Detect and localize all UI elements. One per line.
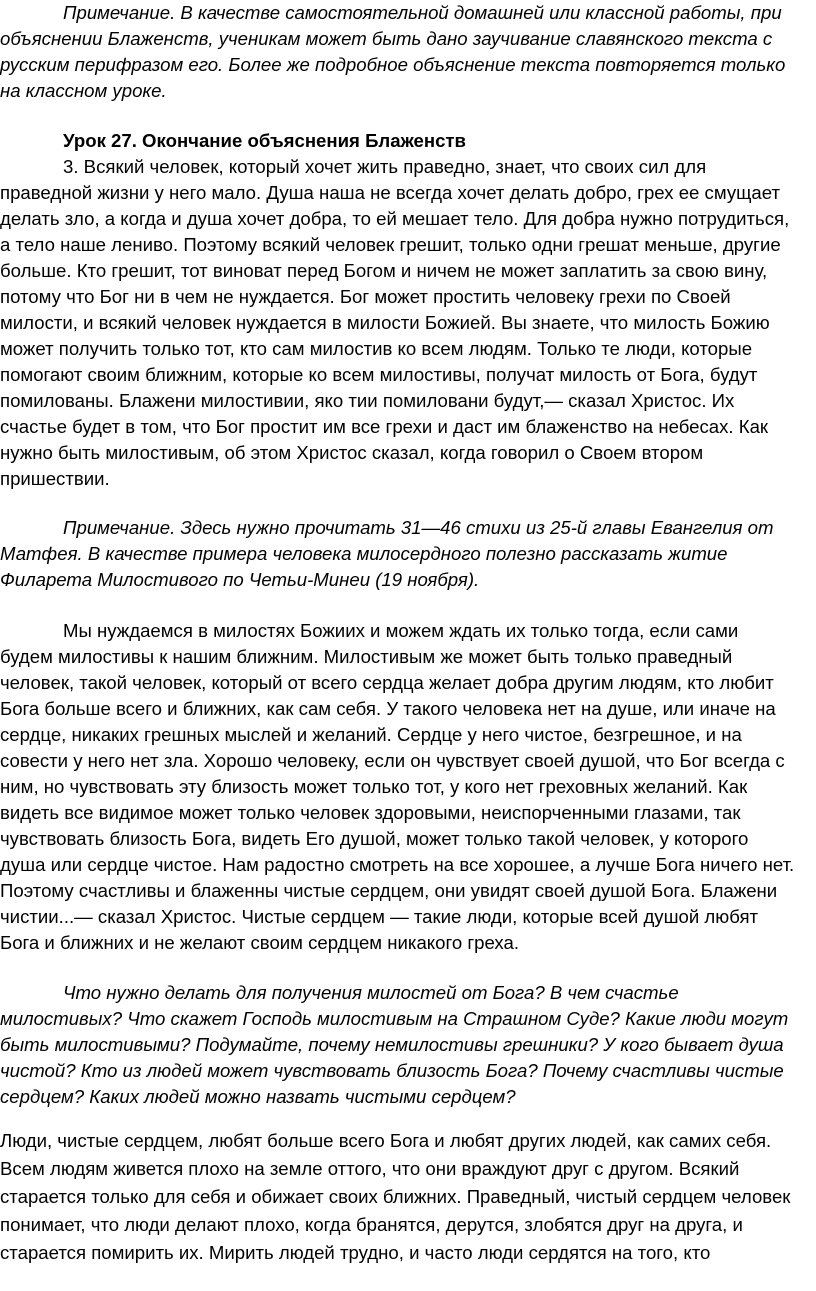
text-line: объяснении Блаженств, ученикам может быть дано заучивание славянского текста с	[0, 28, 773, 49]
text-line: видеть все видимое может только человек здоровыми, неиспорченными глазами, так	[0, 802, 741, 823]
text-line: сердце, никаких грешных мыслей и желаний. Сердце у него чистое, безгрешное, и на	[0, 724, 742, 745]
text-line: чистой? Кто из людей может чувствовать близость Бога? Почему счастливы чистые	[0, 1060, 784, 1081]
text-line: на классном уроке.	[0, 80, 167, 101]
text-line: старается только для себя и обижает своих ближних. Праведный, чистый сердцем человек	[0, 1186, 791, 1207]
text-line: потому что Бог ни в чем не нуждается. Бог может простить человеку грехи по Своей	[0, 286, 731, 307]
text-line: а тело наше лениво. Поэтому всякий человек грешит, только одни грешат меньше, другие	[0, 234, 781, 255]
text-line: Бога больше всего и ближних, как сам себя. У такого человека нет на душе, или иначе на	[0, 698, 776, 719]
text-line: русским перифразом его. Более же подробное объяснение текста повторяется только	[0, 54, 786, 75]
text-line: нужно быть милостивым, об этом Христос сказал, когда говорил о Своем втором	[0, 442, 704, 463]
text-line: Примечание. В качестве самостоятельной домашней или классной работы, при	[63, 2, 782, 23]
text-line: Бога и ближних и не желают своим сердцем никакого греха.	[0, 932, 520, 953]
text-line: Что нужно делать для получения милостей от Бога? В чем счастье	[63, 982, 679, 1003]
text-line: быть милостивыми? Подумайте, почему немилостивы грешники? У кого бывает душа	[0, 1034, 784, 1055]
text-line: душа или сердце чистое. Нам радостно смотреть на все хорошее, а лучше Бога ничего нет.	[0, 854, 795, 875]
text-line: праведной жизни у него мало. Душа наша не всегда хочет делать добро, грех ее смущает	[0, 182, 781, 203]
text-line: помогают своим ближним, которые ко всем милостивы, получат милость от Бога, будут	[0, 364, 758, 385]
text-line: 3. Всякий человек, который хочет жить праведно, знает, что своих сил для	[63, 156, 707, 177]
text-line: Мы нуждаемся в милостях Божиих и можем ждать их только тогда, если сами	[63, 620, 739, 641]
text-line: чувствовать близость Бога, видеть Его душой, может только такой человек, у которого	[0, 828, 749, 849]
text-line: Люди, чистые сердцем, любят больше всего Бога и любят других людей, как самих себя.	[0, 1130, 772, 1151]
text-line: милостивых? Что скажет Господь милостивым на Страшном Суде? Какие люди могут	[0, 1008, 789, 1029]
text-line: совести у него нет зла. Хорошо человеку, если он чувствует своей душой, что Бог всегда с	[0, 750, 785, 771]
text-line: делать зло, а когда и душа хочет добра, то ей мешает тело. Для добра нужно потрудиться,	[0, 208, 790, 229]
text-line: Матфея. В качестве примера человека милосердного полезно рассказать житие	[0, 543, 728, 564]
text-line: помилованы. Блажени милостивии, яко тии помиловани будут,— сказал Христос. Их	[0, 390, 735, 411]
text-line: счастье будет в том, что Бог простит им все грехи и даст им блаженство на небесах. Как	[0, 416, 769, 437]
text-line: милости, и всякий человек нуждается в милости Божией. Вы знаете, что милость Божию	[0, 312, 770, 333]
text-line: больше. Кто грешит, тот виноват перед Богом и ничем не может заплатить за свою вину,	[0, 260, 768, 281]
text-line: ним, но чувствовать эту близость может только тот, у кого нет греховных желаний. Как	[0, 776, 748, 797]
text-line: Примечание. Здесь нужно прочитать 31—46 стихи из 25-й главы Евангелия от	[63, 517, 774, 538]
text-line: может получить только тот, кто сам милостив ко всем людям. Только те люди, которые	[0, 338, 753, 359]
text-line: Поэтому счастливы и блаженны чистые сердцем, они увидят своей душой Бога. Блажени	[0, 880, 778, 901]
text-line: Филарета Милостивого по Четьи-Минеи (19 ноября).	[0, 569, 480, 590]
text-line: старается помирить их. Мирить людей трудно, и часто люди сердятся на того, кто	[0, 1242, 711, 1263]
text-line: пришествии.	[0, 468, 110, 489]
text-line: понимает, что люди делают плохо, когда бранятся, дерутся, злобятся друг на друга, и	[0, 1214, 743, 1235]
lesson-title: Урок 27. Окончание объяснения Блаженств	[63, 130, 466, 151]
text-line: человек, такой человек, который от всего сердца желает добра другим людям, кто любит	[0, 672, 774, 693]
text-line: будем милостивы к нашим ближним. Милостивым же может быть только праведный	[0, 646, 733, 667]
text-line: сердцем? Каких людей можно назвать чистыми сердцем?	[0, 1086, 516, 1107]
text-line: Всем людям живется плохо на земле оттого, что они враждуют друг с другом. Всякий	[0, 1158, 740, 1179]
text-line: чистии...— сказал Христос. Чистые сердцем — такие люди, которые всей душой любят	[0, 906, 759, 927]
